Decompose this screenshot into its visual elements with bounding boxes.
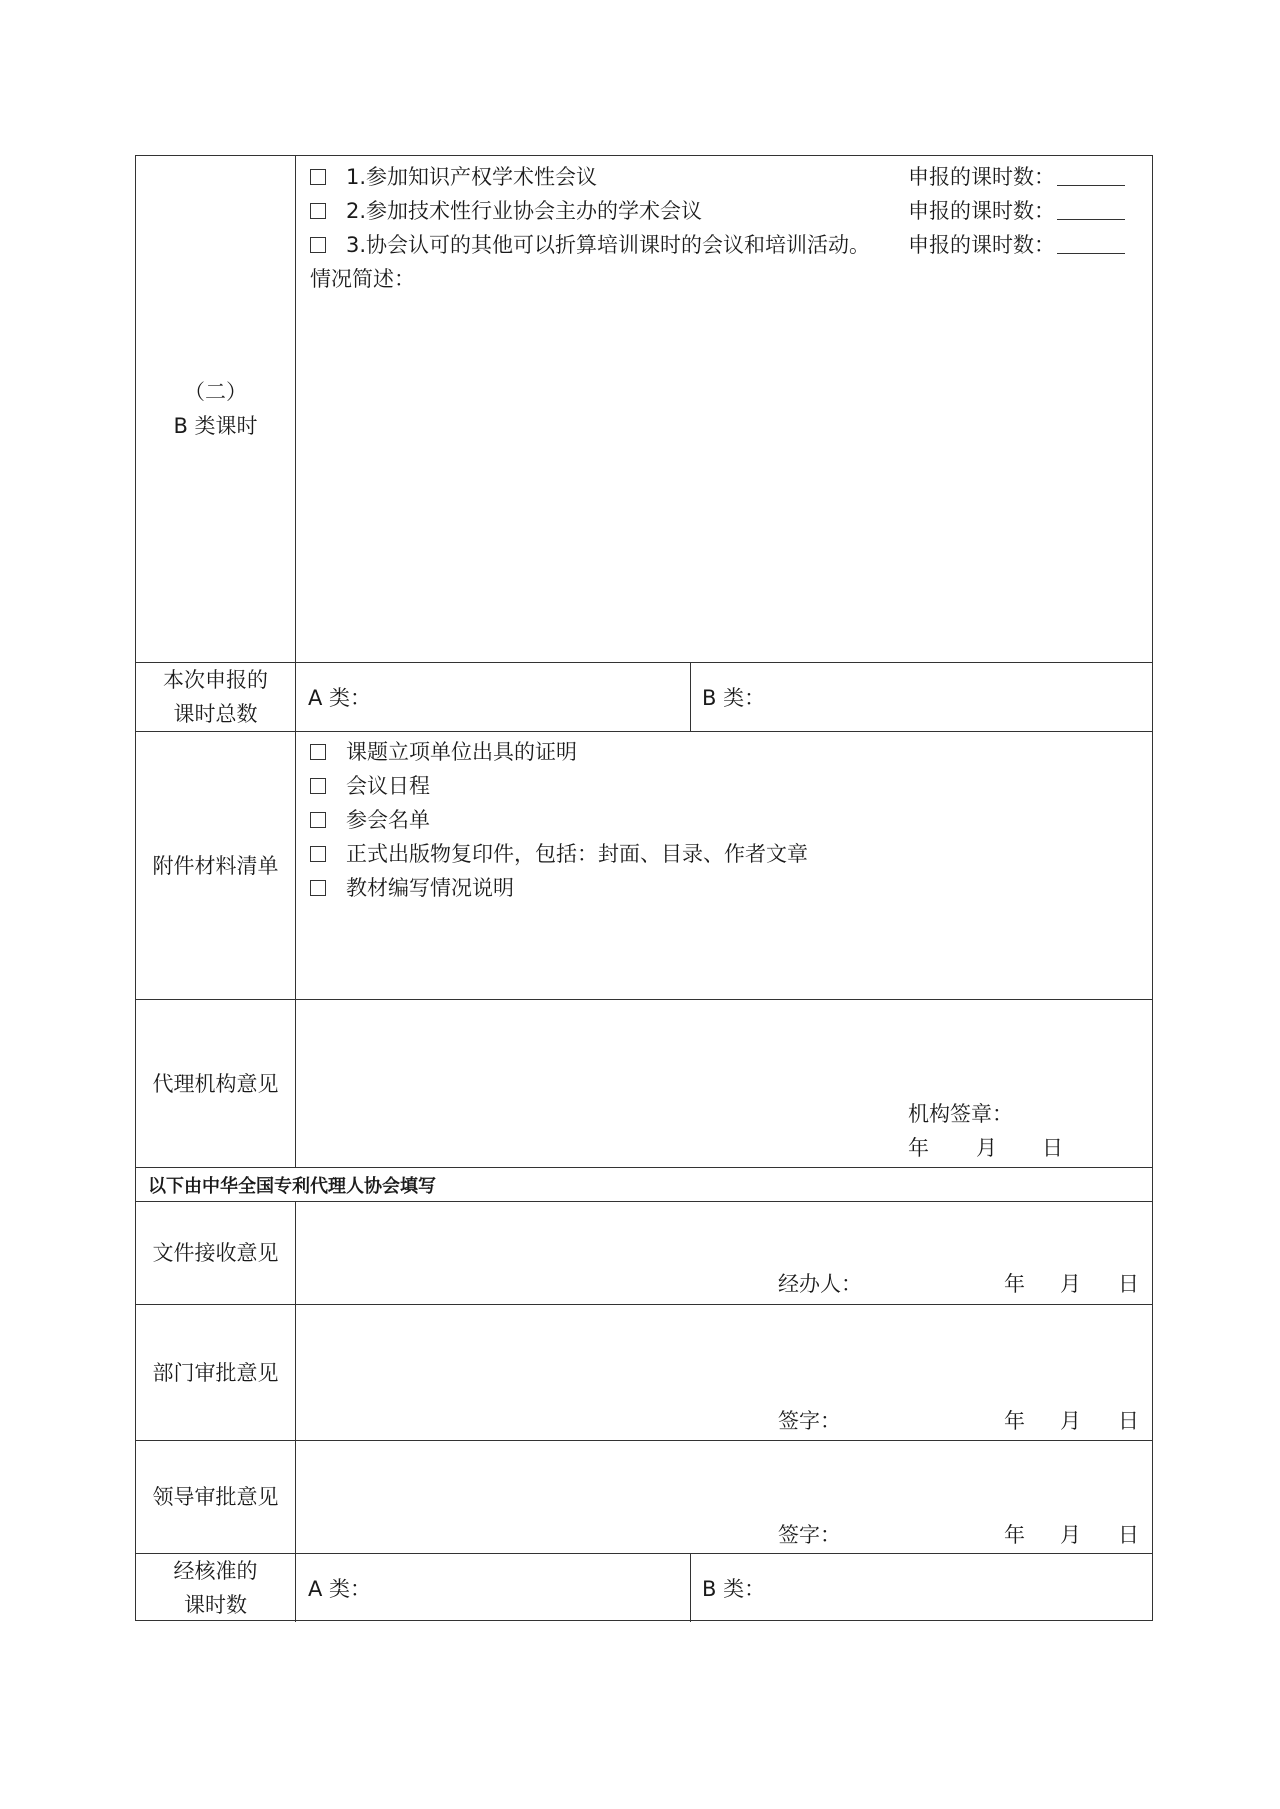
hours-blank[interactable] — [1057, 199, 1125, 220]
b-hours-label-line1: （二） — [184, 380, 247, 404]
approved-total-label-line2: 课时数 — [184, 1593, 247, 1617]
attachment-item[interactable] — [310, 804, 430, 834]
attachment-item-text: 教材编写情况说明 — [346, 876, 514, 900]
checkbox-icon[interactable] — [310, 203, 326, 219]
hours-label: 申报的课时数： — [908, 233, 1055, 257]
receipt-opinion-row — [136, 1202, 1152, 1305]
attachment-item-text: 正式出版物复印件，包括：封面、目录、作者文章 — [346, 842, 808, 866]
checkbox-icon[interactable] — [310, 812, 326, 828]
declared-total-label-line2: 课时总数 — [173, 702, 258, 726]
declared-total-row — [136, 663, 1152, 732]
attachment-item-text: 课题立项单位出具的证明 — [346, 740, 577, 764]
b-hours-content — [296, 156, 1152, 662]
attachments-label: 附件材料清单 — [136, 732, 296, 999]
leader-sign-label: 签字： — [778, 1523, 841, 1547]
attachment-item-text: 会议日程 — [346, 774, 430, 798]
checkbox-icon[interactable] — [310, 778, 326, 794]
dept-sign-label: 签字： — [778, 1409, 841, 1433]
receipt-handler-label: 经办人： — [778, 1272, 862, 1296]
b-hours-item-text: 3.协会认可的其他可以折算培训课时的会议和培训活动。 — [346, 233, 871, 257]
attachment-item[interactable] — [310, 872, 514, 902]
receipt-date-day: 日 — [1118, 1272, 1139, 1296]
b-hours-item-1-hours — [908, 161, 1125, 191]
attachments-row — [136, 732, 1152, 1000]
attachment-item[interactable] — [310, 838, 808, 868]
agency-opinion-content[interactable] — [296, 1000, 1152, 1167]
application-form — [135, 155, 1153, 1621]
b-hours-item-1[interactable] — [310, 161, 597, 191]
leader-date-year: 年 — [1004, 1523, 1025, 1547]
approved-total-label-line1: 经核准的 — [173, 1559, 258, 1583]
declared-total-label-line1: 本次申报的 — [163, 668, 268, 692]
leader-opinion-content[interactable] — [296, 1441, 1152, 1553]
approved-total-row — [136, 1554, 1152, 1622]
b-hours-row — [136, 156, 1152, 663]
dept-opinion-row — [136, 1305, 1152, 1441]
declared-a-label[interactable]: A 类： — [308, 686, 372, 710]
attachment-item[interactable] — [310, 736, 577, 766]
b-hours-item-text: 1.参加知识产权学术性会议 — [346, 165, 598, 189]
dept-date-day: 日 — [1118, 1409, 1139, 1433]
association-header: 以下由中华全国专利代理人协会填写 — [148, 1175, 436, 1197]
hours-blank[interactable] — [1057, 165, 1125, 186]
agency-date-year: 年 — [908, 1136, 929, 1160]
agency-opinion-label: 代理机构意见 — [136, 1000, 296, 1167]
checkbox-icon[interactable] — [310, 846, 326, 862]
association-header-row — [136, 1168, 1152, 1202]
approved-total-content — [296, 1554, 1152, 1622]
checkbox-icon[interactable] — [310, 237, 326, 253]
hours-blank[interactable] — [1057, 233, 1125, 254]
b-hours-item-2[interactable] — [310, 195, 702, 225]
dept-date-month: 月 — [1060, 1409, 1081, 1433]
b-hours-item-3[interactable] — [310, 229, 870, 259]
declared-b-label[interactable]: B 类： — [702, 686, 766, 710]
b-hours-item-2-hours — [908, 195, 1125, 225]
approved-a-label[interactable]: A 类： — [308, 1577, 372, 1601]
b-hours-item-3-hours — [908, 229, 1125, 259]
divider — [690, 663, 691, 731]
receipt-date-month: 月 — [1060, 1272, 1081, 1296]
agency-opinion-row — [136, 1000, 1152, 1168]
declared-total-label — [136, 663, 296, 731]
checkbox-icon[interactable] — [310, 744, 326, 760]
dept-date-year: 年 — [1004, 1409, 1025, 1433]
divider — [690, 1554, 691, 1622]
attachment-item[interactable] — [310, 770, 430, 800]
leader-date-month: 月 — [1060, 1523, 1081, 1547]
leader-date-day: 日 — [1118, 1523, 1139, 1547]
hours-label: 申报的课时数： — [908, 165, 1055, 189]
b-hours-summary-label: 情况简述： — [310, 267, 415, 291]
leader-opinion-row — [136, 1441, 1152, 1554]
approved-total-label — [136, 1554, 296, 1622]
agency-date-month: 月 — [976, 1136, 997, 1160]
declared-total-content — [296, 663, 1152, 731]
agency-seal-label: 机构签章： — [908, 1102, 1013, 1126]
b-hours-label — [136, 156, 296, 662]
dept-opinion-content[interactable] — [296, 1305, 1152, 1440]
dept-opinion-label: 部门审批意见 — [136, 1305, 296, 1440]
agency-date-day: 日 — [1042, 1136, 1063, 1160]
checkbox-icon[interactable] — [310, 169, 326, 185]
receipt-opinion-content[interactable] — [296, 1202, 1152, 1304]
checkbox-icon[interactable] — [310, 880, 326, 896]
approved-b-label[interactable]: B 类： — [702, 1577, 766, 1601]
leader-opinion-label: 领导审批意见 — [136, 1441, 296, 1553]
receipt-date-year: 年 — [1004, 1272, 1025, 1296]
b-hours-item-text: 2.参加技术性行业协会主办的学术会议 — [346, 199, 703, 223]
receipt-opinion-label: 文件接收意见 — [136, 1202, 296, 1304]
hours-label: 申报的课时数： — [908, 199, 1055, 223]
b-hours-label-line2: B 类课时 — [173, 414, 258, 438]
attachment-item-text: 参会名单 — [346, 808, 430, 832]
attachments-content — [296, 732, 1152, 999]
